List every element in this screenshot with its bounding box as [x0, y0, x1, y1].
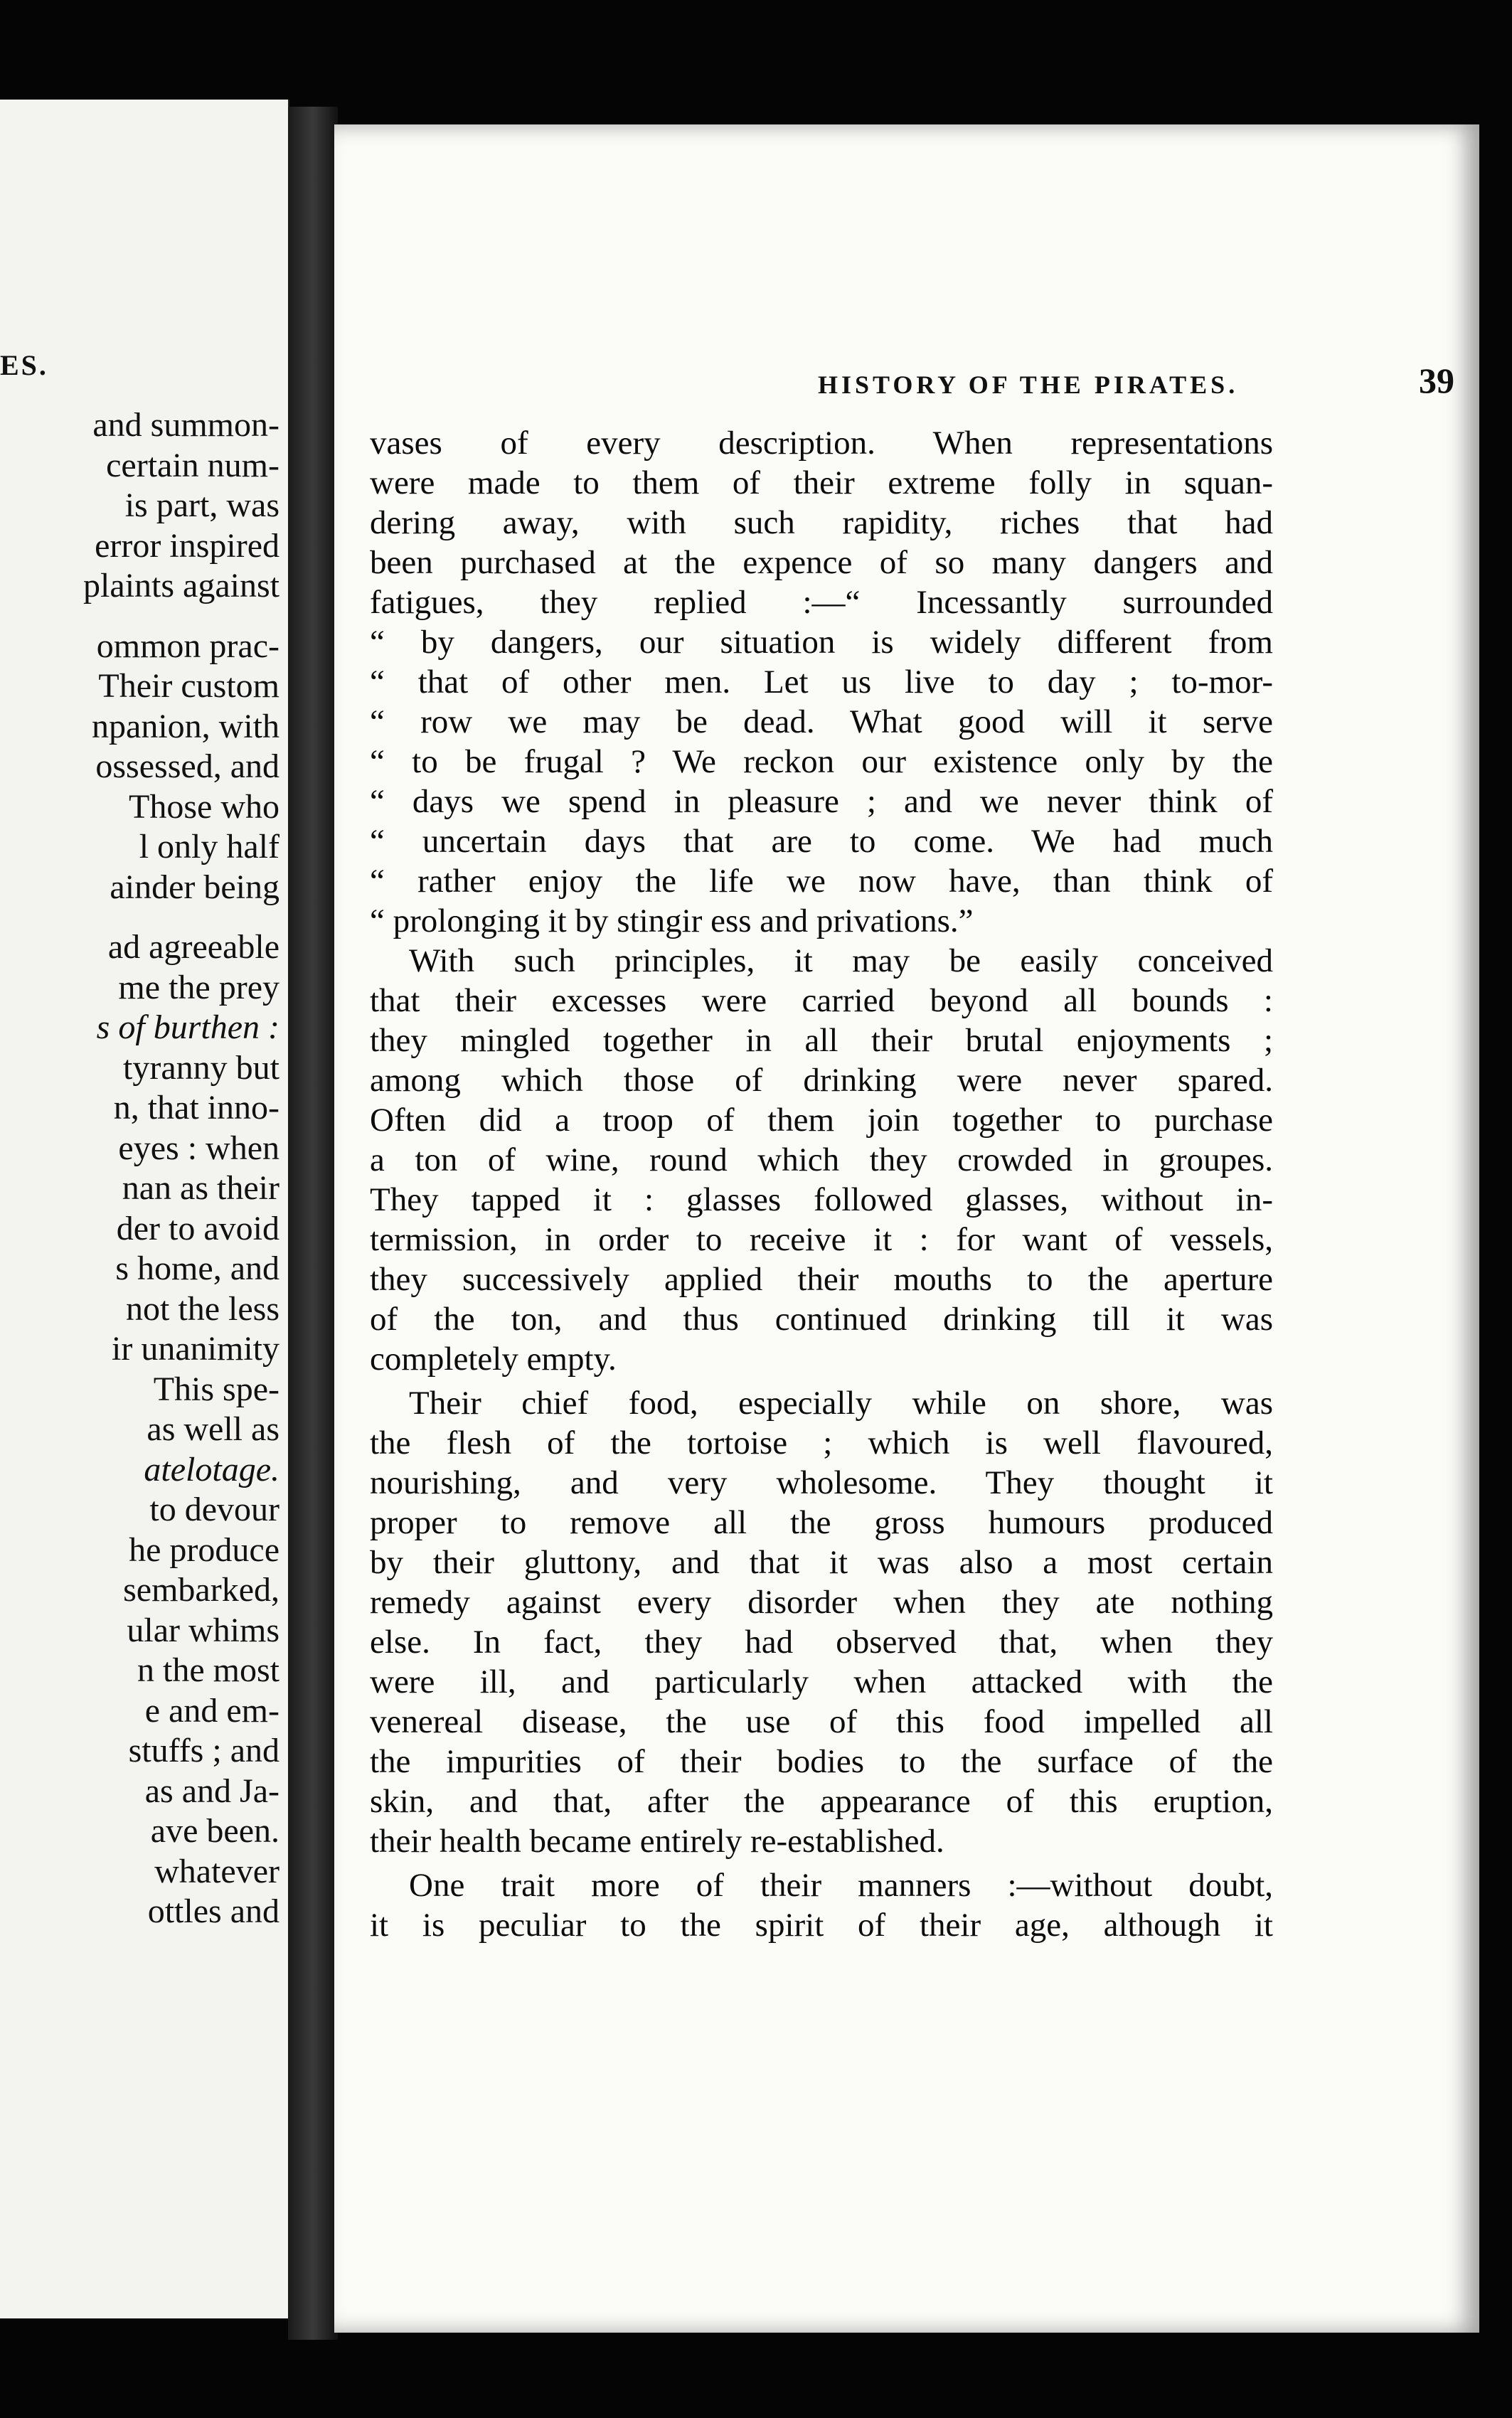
text-line: der to avoid: [116, 1209, 279, 1247]
text-line: nourishing, and very wholesome. They thought it: [370, 1464, 1273, 1501]
text-line: tyranny but: [123, 1048, 279, 1087]
text-line: Their custom: [98, 667, 279, 705]
text-line: whatever: [154, 1852, 279, 1890]
text-line: n the most: [137, 1651, 279, 1689]
text-line: With such principles, it may be easily conceived: [409, 942, 1273, 979]
text-line: skin, and that, after the appearance of this eruption,: [370, 1783, 1273, 1820]
paragraph-gap: [0, 907, 279, 927]
book-page: [334, 124, 1479, 2333]
text-line: “ prolonging it by stingir ess and privations.”: [370, 902, 974, 939]
text-line: a ton of wine, round which they crowded in groupes.: [370, 1141, 1273, 1178]
text-line: by their gluttony, and that it was also a most certain: [370, 1544, 1273, 1581]
page-header: [576, 361, 1454, 420]
previous-page-fragment: [0, 100, 289, 2318]
text-line: npanion, with: [92, 707, 279, 745]
text-line: completely empty.: [370, 1341, 617, 1378]
text-line: l only half: [139, 828, 279, 866]
text-line: termission, in order to receive it : for want of vessels,: [370, 1221, 1273, 1258]
text-line: error inspired: [95, 526, 279, 565]
running-head: HISTORY OF THE PIRATES.: [818, 371, 1239, 399]
text-line: Those who: [129, 787, 279, 826]
text-line: he produce: [129, 1530, 279, 1569]
text-line: They tapped it : glasses followed glasses, without in-: [370, 1181, 1273, 1218]
text-line: atelotage.: [144, 1450, 279, 1488]
page-body: [370, 423, 1273, 1945]
text-line: ainder being: [110, 868, 279, 906]
text-line: the flesh of the tortoise ; which is well flavoured,: [370, 1424, 1273, 1461]
text-line: eyes : when: [118, 1129, 279, 1167]
text-line: ir unanimity: [112, 1330, 279, 1368]
text-line: “ uncertain days that are to come. We had much: [370, 823, 1273, 860]
text-line: “ to be frugal ? We reckon our existence only by the: [370, 743, 1273, 780]
text-line: ossessed, and: [95, 747, 279, 785]
text-line: ave been.: [150, 1812, 279, 1850]
text-line: not the less: [126, 1289, 279, 1328]
text-line: sembarked,: [123, 1571, 279, 1609]
text-line: stuffs ; and: [128, 1732, 279, 1769]
text-line: “ row we may be dead. What good will it serve: [370, 703, 1273, 740]
text-line: n, that inno-: [113, 1089, 279, 1127]
text-line: among which those of drinking were never spared.: [370, 1062, 1273, 1099]
text-line: remedy against every disorder when they ate nothing: [370, 1584, 1273, 1621]
text-line: and summon-: [92, 406, 279, 444]
text-line: ular whims: [127, 1611, 279, 1649]
text-line: ommon prac-: [96, 627, 279, 665]
text-line: “ by dangers, our situation is widely different from: [370, 624, 1273, 661]
text-line: the impurities of their bodies to the surface of the: [370, 1743, 1273, 1780]
text-line: were made to them of their extreme folly in squan-: [370, 464, 1273, 501]
text-line: e and em-: [144, 1691, 279, 1730]
text-line: “ that of other men. Let us live to day ; to-mor-: [370, 664, 1273, 701]
text-line: of the ton, and thus continued drinking till it was: [370, 1301, 1273, 1338]
text-line: they mingled together in all their brutal enjoyments ;: [370, 1022, 1273, 1059]
previous-page-running-head: ES.: [0, 349, 48, 381]
text-line: been purchased at the expence of so many dangers and: [370, 544, 1273, 581]
text-line: it is peculiar to the spirit of their age, although it: [370, 1907, 1273, 1944]
text-line: dering away, with such rapidity, riches that had: [370, 504, 1273, 541]
text-line: This spe-: [153, 1370, 279, 1408]
text-line: Often did a troop of them join together to purchase: [370, 1102, 1273, 1139]
text-line: their health became entirely re-established.: [370, 1823, 944, 1860]
text-line: is part, was: [124, 486, 279, 524]
text-line: One trait more of their manners :—without doubt,: [409, 1867, 1273, 1904]
text-line: they successively applied their mouths to the aperture: [370, 1261, 1273, 1298]
text-line: were ill, and particularly when attacked with the: [370, 1663, 1273, 1700]
text-line: “ rather enjoy the life we now have, than think of: [370, 863, 1273, 900]
text-line: venereal disease, the use of this food impelled all: [370, 1703, 1273, 1740]
text-line: me the prey: [118, 968, 279, 1006]
previous-page-text: [0, 405, 279, 1932]
text-line: nan as their: [122, 1169, 279, 1207]
text-line: s home, and: [115, 1250, 279, 1287]
text-line: plaints against: [83, 567, 279, 604]
text-line: ad agreeable: [107, 928, 279, 966]
text-line: fatigues, they replied :—“ Incessantly surrounded: [370, 584, 1273, 621]
text-line: as well as: [147, 1410, 279, 1448]
text-line: “ days we spend in pleasure ; and we never think of: [370, 783, 1273, 820]
text-line: vases of every description. When representations: [370, 425, 1273, 462]
text-line: as and Ja-: [144, 1772, 279, 1810]
text-line: else. In fact, they had observed that, when they: [370, 1624, 1273, 1661]
text-line: to devour: [149, 1491, 279, 1528]
page-number: 39: [1419, 361, 1454, 400]
text-line: s of burthen :: [96, 1008, 279, 1046]
text-line: ottles and: [147, 1892, 279, 1930]
paragraph-gap: [0, 607, 279, 627]
book-gutter: [288, 107, 338, 2340]
text-line: Their chief food, especially while on shore, was: [409, 1385, 1273, 1422]
text-line: that their excesses were carried beyond all bounds :: [370, 982, 1273, 1019]
text-line: proper to remove all the gross humours produced: [370, 1504, 1273, 1541]
text-line: certain num-: [106, 446, 279, 484]
